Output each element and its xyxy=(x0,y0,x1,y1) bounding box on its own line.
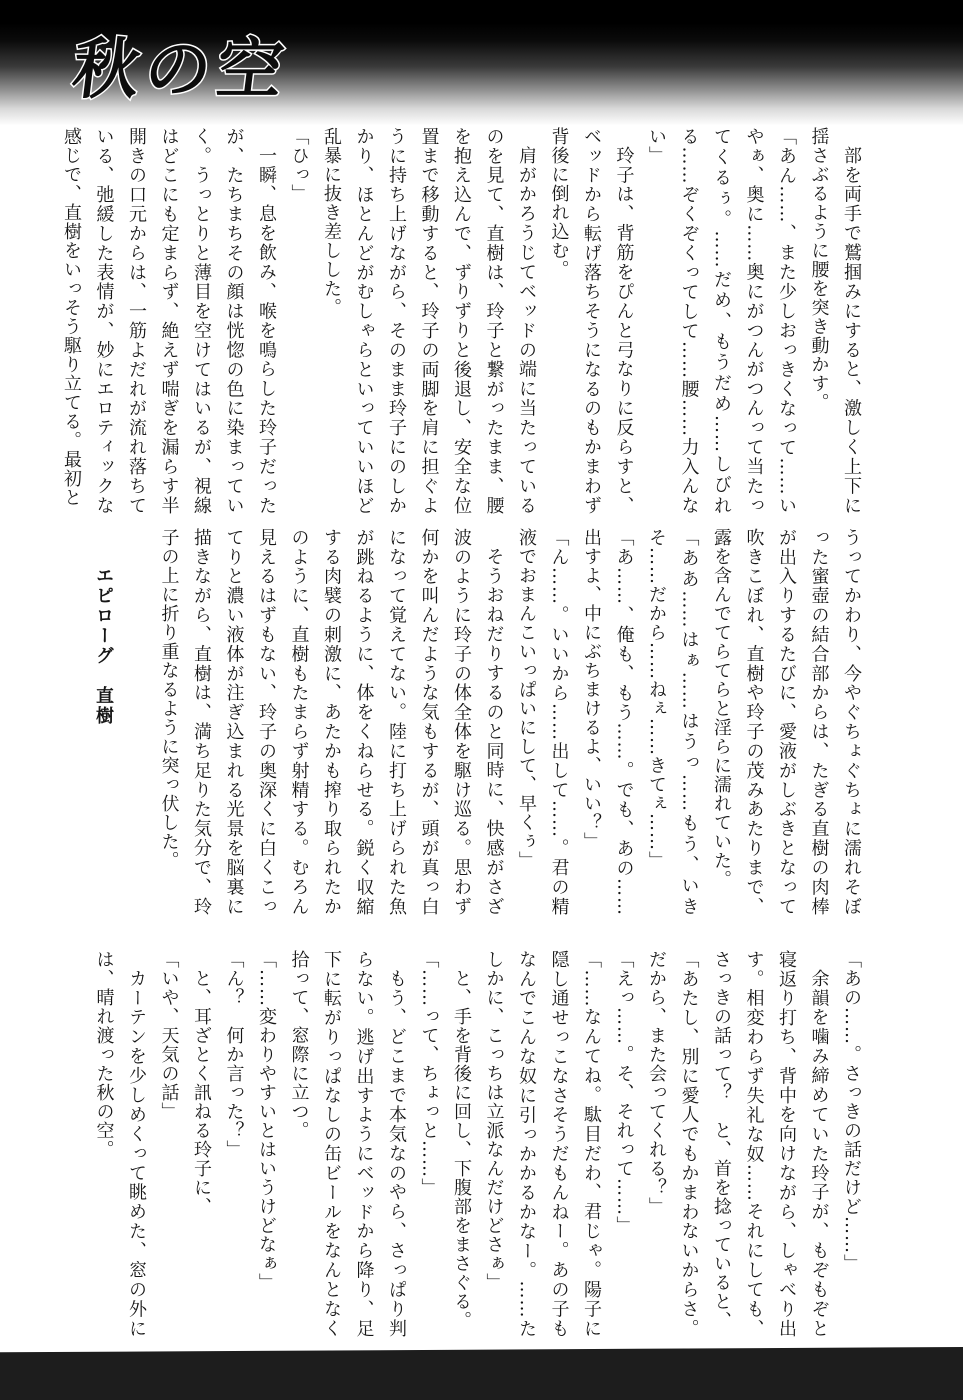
paragraph: 部を両手で鷲掴みにすると、激しく上下に揺さぶるように腰を突き動かす。 xyxy=(808,127,862,515)
dialogue-paragraph: 「……変わりやすいとはいうけどなぁ」 xyxy=(256,950,277,1292)
dialogue-paragraph: 「あん……、また少しおっきくなって……いやぁ、奥に……奥にがつんがつんって当たってくるぅ。……だめ、もうだめ……しびれる……ぞくぞくってして……腰……力入んない」 xyxy=(646,127,797,515)
dialogue-paragraph: 「ひっ」 xyxy=(288,127,310,203)
text-block-top xyxy=(61,127,867,515)
paragraph: うってかわり、今やぐちょぐちょに濡れそぼった蜜壺の結合部からは、たぎる直樹の肉棒が出入りするたびに、愛液がしぶきとなって吹きこぼれ、直樹や玲子の茂みあたりまで、露を含んでてらてらと淫らに濡れていた。 xyxy=(711,528,862,916)
paragraph: カーテンを少しめくって眺めた、窓の外には、晴れ渡った秋の空。 xyxy=(93,950,147,1338)
paragraph: 一瞬、息を飲み、喉を鳴らした玲子だったが、たちまちその顔は恍惚の色に染まっていく。うっとりと薄目を空けてはいるが、視線はどこにも定まらず、絶えず喘ぎを漏らす半開きの口元からは、一筋よだれが流れ落ちている、弛緩した表情が、妙にエロティックな感じで、直樹をいっそう駆り立てる。最初と xyxy=(61,127,277,515)
dialogue-paragraph: 「ん……。いいから……出して……。君の精液でおまんこいっぱいにして、早くぅ」 xyxy=(516,528,570,916)
paragraph: 玲子は、背筋をぴんと弓なりに反らすと、ベッドから転げ落ちそうになるのもかまわず背後に倒れ込む。 xyxy=(548,127,635,515)
page-title-graphic xyxy=(58,14,348,118)
dialogue-paragraph: 「……なんてね。駄目だわ、君じゃ。陽子に隠し通せっこなさそうだもんねー。あの子もなんでこんな奴に引っかかるかなー。……たしかに、こっちは立派なんだけどさぁ」 xyxy=(483,950,602,1338)
dialogue-paragraph: 「ん？ 何か言った？」 xyxy=(223,950,245,1159)
paragraph: と、手を背後に回し、下腹部をまさぐる。 xyxy=(451,969,472,1330)
dialogue-paragraph: 「ああ……はぁ……はうっ……もう、いきそ……だから……ねぇ……きてぇ……」 xyxy=(646,528,700,916)
dialogue-paragraph: 「あの……。さっきの話だけど……」 xyxy=(841,950,862,1273)
dialogue-paragraph: 「いや、天気の話」 xyxy=(158,950,180,1121)
dialogue-paragraph: 「えっ……。そ、それって……」 xyxy=(613,950,635,1235)
title-band xyxy=(0,0,963,128)
text-block-middle xyxy=(77,528,867,916)
dialogue-paragraph: 「あたし、別に愛人でもかまわないからさ。だから、また会ってくれる？」 xyxy=(646,950,700,1338)
paragraph: 余韻を噛み締めていた玲子が、もぞもぞと寝返り打ち、背中を向けながら、しゃべり出す。相変わらず失礼な奴……それにしても、さっきの話って？ と、首を捻っていると、 xyxy=(711,950,830,1338)
paragraph: そうおねだりするのと同時に、快感がさざ波のように玲子の体全体を駆け巡る。思わず何かを叫んだような気もするが、頭が真っ白になって覚えてない。陸に打ち上げられた魚が跳ねるように、体をくねらせる。鋭く収縮する肉襞の刺激に、あたかも搾り取られたかのように、直樹もたまらず射精する。むろん見えるはずもない、玲子の奥深くに白くこってりと濃い液体が注ぎ込まれる光景を脳裏に描きながら、直樹は、満ち足りた気分で、玲子の上に折り重なるように突っ伏した。 xyxy=(158,528,505,916)
paragraph: と、耳ざとく訊ねる玲子に、 xyxy=(191,969,212,1216)
bottom-border-bar xyxy=(0,1347,963,1400)
page-title: 秋の空 xyxy=(68,30,294,108)
epilogue-section-header: エピローグ 直樹 xyxy=(93,566,114,726)
paragraph: 肩がかろうじてベッドの端に当たっているのを見て、直樹は、玲子と繋がったまま、腰を抱え込んで、ずりずりと後退し、安全な位置まで移動すると、玲子の両脚を肩に担ぐように持ち上げながら、そのまま玲子にのしかかり、ほとんどがむしゃらといっていいほど乱暴に抜き差しした。 xyxy=(321,127,537,515)
dialogue-paragraph: 「あ……、俺も、もう……。でも、あの……出すよ、中にぶちまけるよ、いい？」 xyxy=(581,528,635,916)
dialogue-paragraph: 「……って、ちょっと……」 xyxy=(418,950,440,1197)
paragraph: もう、どこまで本気なのやら、さっぱり判らない。逃げ出すようにベッドから降り、足下に転がりっぱなしの缶ビールをなんとなく拾って、窓際に立つ。 xyxy=(288,950,407,1338)
text-block-bottom xyxy=(77,950,867,1338)
